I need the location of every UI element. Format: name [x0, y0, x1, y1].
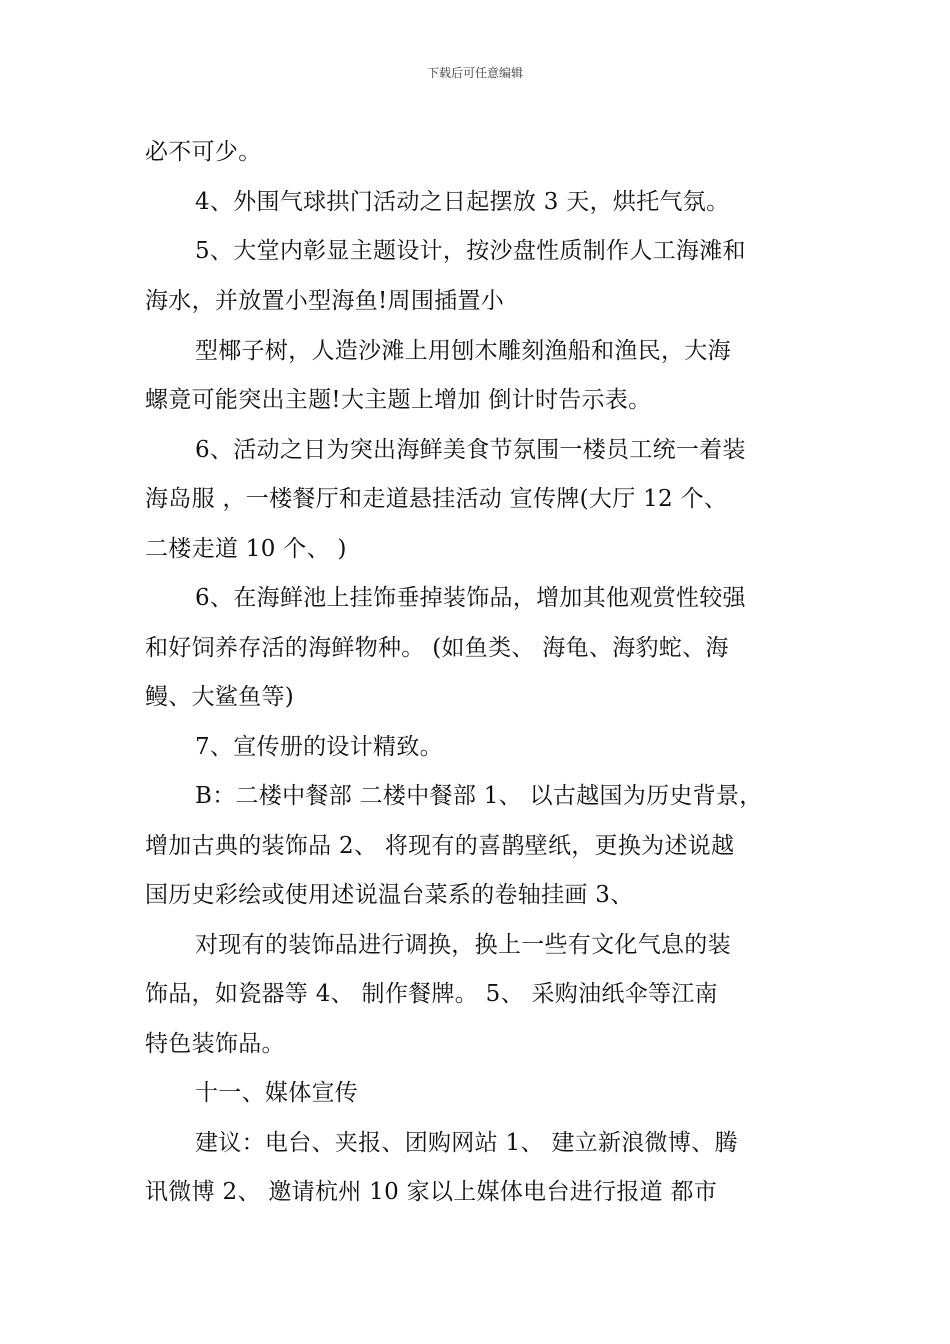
text-line: 特色装饰品。 — [145, 1031, 285, 1057]
text-line: 饰品，如瓷器等 4、 制作餐牌。 5、 采购油纸伞等江南 — [145, 981, 718, 1007]
text-line: 5、大堂内彰显主题设计，按沙盘性质制作人工海滩和 — [195, 238, 746, 264]
page-header: 下载后可任意编辑 — [426, 66, 523, 80]
text-line: 建议：电台、夹报、团购网站 1、 建立新浪微博、腾 — [195, 1130, 738, 1156]
text-line: 国历史彩绘或使用述说温台菜系的卷轴挂画 3、 — [145, 882, 634, 908]
text-line: 海岛服 ，一楼餐厅和走道悬挂活动 宣传牌(大厅 12 个、 — [145, 486, 728, 512]
text-line: 6、活动之日为突出海鲜美食节氛围一楼员工统一着装 — [195, 437, 746, 463]
text-line: 螺竟可能突出主题!大主题上增加 倒计时告示表。 — [145, 387, 652, 413]
section-heading: 十一、媒体宣传 — [195, 1080, 359, 1106]
text-line: 增加古典的装饰品 2、 将现有的喜鹊壁纸，更换为述说越 — [145, 833, 735, 859]
text-line: 二楼走道 10 个、 ) — [145, 536, 347, 562]
text-line: 6、在海鲜池上挂饰垂掉装饰品，增加其他观赏性较强 — [195, 585, 746, 611]
text-line: 对现有的装饰品进行调换，换上一些有文化气息的装 — [195, 932, 731, 958]
text-line: B：二楼中餐部 二楼中餐部 1、 以古越国为历史背景， — [195, 783, 763, 809]
text-line: 4、外围气球拱门活动之日起摆放 3 天，烘托气氛。 — [195, 189, 730, 215]
text-line: 型椰子树，人造沙滩上用刨木雕刻渔船和渔民，大海 — [195, 338, 731, 364]
text-line: 讯微博 2、 邀请杭州 10 家以上媒体电台进行报道 都市 — [145, 1179, 718, 1205]
text-line: 和好饲养存活的海鲜物种。 (如鱼类、 海龟、海豹蛇、海 — [145, 635, 729, 661]
text-line: 必不可少。 — [145, 139, 262, 165]
text-line: 海水，并放置小型海鱼!周围插置小 — [145, 288, 505, 314]
text-line: 鳗、大鲨鱼等) — [145, 684, 295, 710]
text-line: 7、宣传册的设计精致。 — [195, 734, 443, 760]
